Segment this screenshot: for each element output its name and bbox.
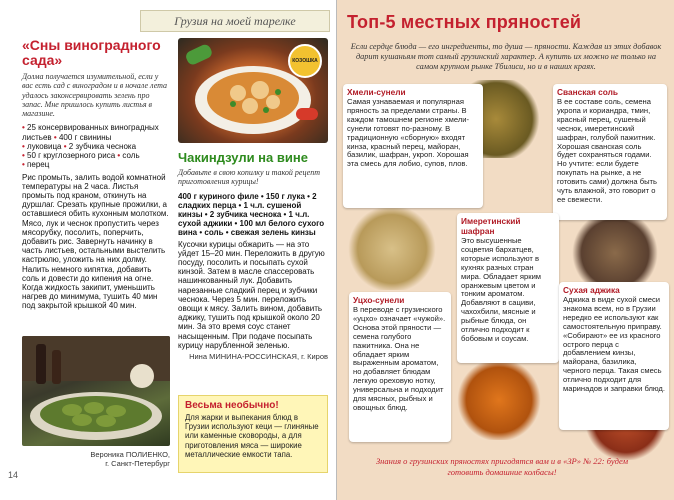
ingredient-line: • 50 г круглозерного риса • соль (22, 151, 140, 161)
spice-card-khmeli-suneli (343, 84, 483, 208)
fact-box-text: Для жарки и выпекания блюд в Грузии используют кеци — глиняные или каменные сковороды, а для приготовления мяса — широкие металлические емкости тапа. (185, 413, 319, 459)
spice-card-imeretian-saffron (457, 213, 559, 363)
dolma-illustration (22, 336, 170, 446)
svan-salt-photo (565, 218, 665, 288)
ingredient-line: • 25 консервированных виноградных листьев • 400 г свинины (22, 123, 159, 142)
recipe-credit: Вероника ПОЛИЕНКО, г. Санкт-Петербург (90, 450, 170, 468)
spice-card-title: Сухая аджика (563, 285, 620, 295)
spice-card-text: В ее составе соль, семена укропа и кориандра, тмин, красный перец, сушеный чеснок, имеретинский шафран, голубой пажитник. Хорошая сванская соль будет сохраняться годами. Но учтите: если будете покупать на рынке, а не готовить сами) должна быть чуть влажной, это говорит о ее свежести. (557, 97, 657, 204)
spice-card-svan-salt (553, 84, 667, 220)
spice-card-title: Имеретинский шафран (461, 216, 521, 236)
recipe-title: Чакиндзули на вине (178, 150, 308, 165)
fact-box (178, 395, 328, 473)
spice-card-text: В переводе с грузинского «уцхо» означает «чужой». Основа этой пряности — семена голубого пажитника. Она не обладает ярким выраженным ароматом, но добавляет блюдам легкую ореховую нотку, универсальна и подходит для мясных, рыбных и овощных блюд. (353, 305, 446, 412)
utskho-suneli-photo (345, 208, 439, 290)
spice-card-dry-adjika (559, 282, 669, 430)
ingredient-line: • луковица • 2 зубчика чеснока (22, 141, 137, 151)
recipe-method: Рис промыть, залить водой комнатной температуры на 2 часа. Листья промыть под краном, откинуть на дуршлаг. Срезать крупные прожилки, а оставшиеся обить кухонным молотком. Мясо, лук и чеснок пропустить через мясорубку, посолить, поперчить, добавить рис. Завернуть начинку в часть листьев, остальными выстелить кастрюлю, уложить на них долму. Налить немного кипятка, добавить соль и довести до кипения на огне. Когда жидкость закипит, уменьшить нагрев до минимума, тушить 40 мин под закрытой крышкой 40 мин. (22, 172, 169, 311)
spice-card-text: Аджика в виде сухой смеси знакома всем, но в Грузии нередко ее используют как самостоятельную приправу. «Собирают» ее из красного острого перца с добавлением кинзы, майорана, базилика, черного перца. Такая смесь отлично подходит для маринадов и заправки блюд. (563, 295, 665, 394)
spice-card-title: Хмели-сунели (347, 87, 406, 97)
dolma-photo (22, 336, 170, 446)
ingredient-list: 400 г куриного филе • 150 г лука • 2 сладких перца • 1 ч.л. сушеной кинзы • 2 зубчика чеснока • 1 ч.л. сухой аджики • 100 мл белого сухого вина • соль • свежая зелень кинзы (178, 191, 325, 238)
page-intro: Если сердце блюда — его ингредиенты, то душа — пряности. Каждая из этих добавок дарит кушаньям тот самый грузинский характер. А купить их можно не только на самом крупном рынке Тбилиси, но и в наших краях. (350, 42, 662, 71)
spice-card-utskho-suneli (349, 292, 451, 442)
stamp-badge: КОЗОШКА (288, 44, 322, 78)
imeretian-saffron-photo (455, 360, 543, 440)
spice-card-text: Самая узнаваемая и популярная пряность за пределами страны. В каждом тамошнем регионе хмели-сунели готовят по-разному. В традиционную «сборную» входят кинза, красный перец, майоран, базилик, шафран, укроп. Хорошая эта смесь для лобио, супов, плов. (347, 97, 470, 169)
chakindzuli-photo (178, 38, 328, 143)
page-number: 14 (8, 470, 19, 480)
recipe-chakindzuli (178, 38, 328, 361)
spice-card-text: Это высушенные соцветия бархатцев, которые используют в кухнях разных стран мира. Обладает ярким оранжевым цветом и тонким ароматом. Добавляют в сациви, чахохбили, мясные и рыбные блюда, он отлично подходит к бобовым и соусам. (461, 236, 542, 343)
spice-card-title: Уцхо-сунели (353, 295, 405, 305)
recipe-intro: Долма получается изумительной, если у вас есть сад с виноградом и в ночале лета удалось законсервировать зелень про запас. Мне пришлось купить листья в магазине. (22, 72, 168, 119)
right-page (337, 0, 674, 500)
spice-card-title: Сванская соль (557, 87, 618, 97)
recipe-title: «Сны виноградного сада» (22, 37, 161, 68)
page-title: Топ-5 местных пряностей (347, 12, 582, 32)
page-footer-note: Знания о грузинских пряностях пригодятся вам и в «ЗР» № 22: будем готовить домашние колбасы! (375, 456, 629, 477)
recipe-credit: Нина МИНИНА-РОССИНСКАЯ, г. Киров (189, 352, 328, 362)
section-header (140, 10, 330, 32)
fact-box-title: Весьма необычно! (185, 400, 279, 411)
recipe-dolma (22, 38, 170, 311)
ingredient-list (22, 123, 170, 169)
recipe-method: Кусочки курицы обжарить — на это уйдет 15–20 мин. Переложить в другую посуду, посолить и посыпать сухой кинзой. Затем в масле спассеровать нашинкованный лук. Добавить нарезанные сладкий перец и зубчики чеснока. Через 5 мин. переложить овощи к мясу. Залить вином, добавить аджику, тушить под крышкой около 20 мин. За это время соус станет насыщенным. При подаче посыпать курицу нарубленной зеленью. (178, 239, 325, 350)
ingredient-line: • перец (22, 160, 50, 170)
section-header-text: Грузия на моей тарелке (174, 14, 296, 28)
recipe-intro: Добавьте в свою копилку и такой рецепт приготовления курицы! (178, 168, 320, 187)
